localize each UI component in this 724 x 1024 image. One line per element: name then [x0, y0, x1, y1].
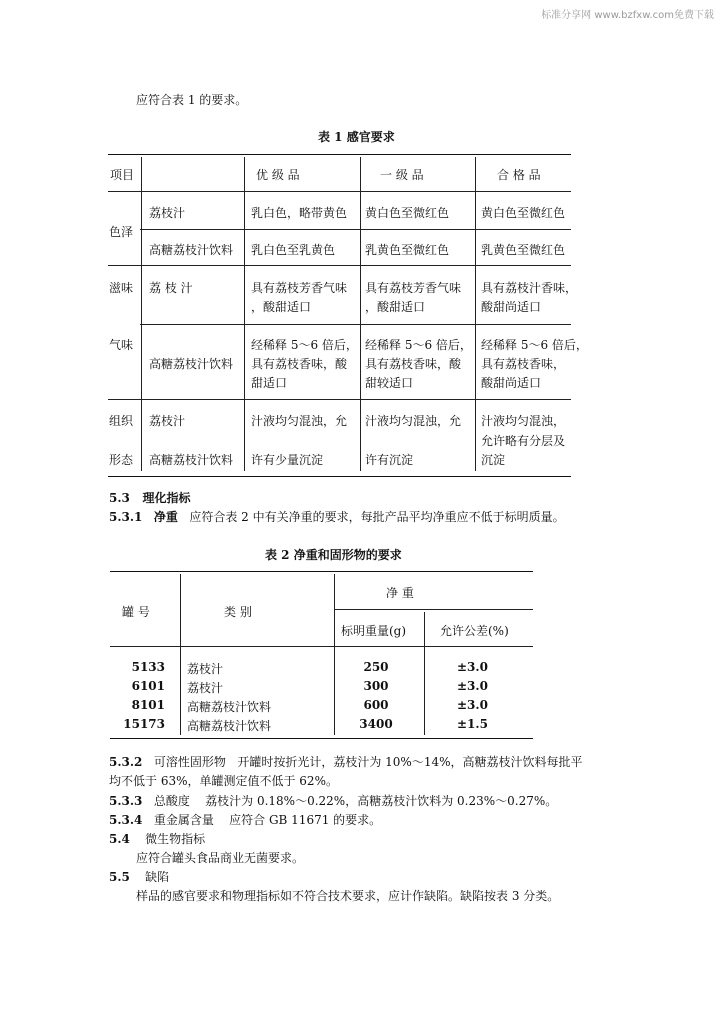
table1-col-divider: [360, 157, 361, 471]
table-cell: 酸甜尚适口: [481, 300, 542, 314]
section-text: 开罐时按折光计，荔枝汁为 10%～14%，高糖荔枝汁饮料每批平: [237, 755, 583, 769]
label-texture: 组织: [109, 414, 134, 428]
section-text: 均不低于 63%，单罐测定值不低于 62%。: [109, 774, 338, 788]
watermark: 标准分享网 www.bzfxw.com免费下载: [541, 10, 714, 21]
table1-top-rule: [108, 154, 571, 155]
table-cell: 乳白色至乳黄色: [251, 243, 336, 257]
section-5-3: [109, 489, 190, 506]
section-text: 应符合表 2 中有关净重的要求，每批产品平均净重应不低于标明质量。: [189, 510, 565, 524]
table1-header-premium: 优 级 品: [256, 168, 300, 182]
table-cell: 允许略有分层及: [481, 434, 566, 448]
section-title: 可溶性固形物: [153, 755, 226, 769]
table-cell: 甜较适口: [365, 376, 414, 390]
table1-rule: [140, 324, 571, 325]
section-number: 5.3.3: [109, 794, 143, 808]
table-cell: 乳白色，略带黄色: [251, 206, 348, 220]
table2-bottom-rule: [110, 738, 533, 739]
table-cell: 具有荔枝芳香气味: [251, 281, 348, 295]
table-cell: 经稀释 5～6 倍后，: [481, 338, 588, 352]
section-5-5: [109, 868, 169, 885]
table-cell: 许有少量沉淀: [251, 453, 324, 467]
table-cell: 乳黄色至微红色: [481, 243, 566, 257]
table1-col-divider: [475, 157, 476, 471]
table-cell: 具有荔枝汁香味，: [481, 281, 578, 295]
table-cell: 沉淀: [481, 453, 506, 467]
table2-header-category: 类 别: [224, 605, 252, 619]
section-title: 理化指标: [142, 491, 191, 505]
table-cell: ±3.0: [457, 660, 488, 674]
table-cell: 汁液均匀混浊，允: [251, 414, 348, 428]
section-5-3-2: [109, 753, 583, 770]
table-cell: 黄白色至微红色: [365, 206, 450, 220]
table-cell: 600: [363, 698, 389, 712]
table-cell: 高糖荔枝汁饮料: [149, 243, 234, 257]
table-cell: 甜适口: [251, 376, 288, 390]
table-cell: 荔 枝 汁: [149, 281, 193, 295]
table-cell: 汁液均匀混浊，: [481, 414, 566, 428]
table2-header-label-weight: 标明重量(g): [341, 624, 407, 638]
label-color: 色泽: [109, 225, 134, 239]
table2-header-tolerance: 允许公差(%): [440, 624, 509, 638]
table-cell: 3400: [359, 717, 393, 731]
section-text: 样品的感官要求和物理指标如不符合技术要求，应计作缺陷。缺陷按表 3 分类。: [136, 889, 560, 903]
table2-title: 表 2 净重和固形物的要求: [265, 548, 402, 562]
section-title: 微生物指标: [145, 832, 206, 846]
section-number: 5.3.1: [109, 510, 143, 524]
section-title: 重金属含量: [153, 813, 214, 827]
table-cell: 经稀释 5～6 倍后，: [365, 338, 472, 352]
table-cell: ±1.5: [457, 717, 488, 731]
table-cell: 酸甜尚适口: [481, 376, 542, 390]
table-cell: 荔枝汁: [187, 681, 224, 695]
table-cell: 荔枝汁: [149, 414, 186, 428]
table-cell: 具有荔枝香味，: [481, 357, 566, 371]
table-cell: 高糖荔枝汁饮料: [187, 700, 272, 714]
section-number: 5.3: [109, 491, 130, 505]
table-cell: 具有荔枝香味，酸: [251, 357, 348, 371]
table-cell: 高糖荔枝汁饮料: [149, 357, 234, 371]
table-cell: ±3.0: [457, 679, 488, 693]
table1-color-rule: [140, 229, 571, 230]
table-cell: 具有荔枝香味，酸: [365, 357, 462, 371]
intro-text: 应符合表 1 的要求。: [136, 93, 248, 107]
table1-col-divider: [141, 157, 142, 471]
section-text: 荔枝汁为 0.18%～0.22%，高糖荔枝汁饮料为 0.23%～0.27%。: [205, 794, 558, 808]
table1-header-rule: [108, 191, 571, 192]
label-smell: 气味: [109, 338, 134, 352]
table-cell: 具有荔枝芳香气味: [365, 281, 462, 295]
section-title: 总酸度: [153, 794, 190, 808]
table-cell: 250: [363, 660, 389, 674]
table1-col-divider: [244, 157, 245, 471]
table-cell: ，酸甜适口: [365, 300, 426, 314]
table2-header-can: 罐 号: [122, 605, 150, 619]
table-cell: 经稀释 5～6 倍后，: [251, 338, 358, 352]
table1-rule: [108, 265, 571, 266]
table-cell: 15173: [123, 717, 165, 731]
section-number: 5.5: [109, 870, 130, 884]
table-cell: 6101: [131, 679, 165, 693]
table2-col-divider: [180, 574, 181, 735]
table-cell: 汁液均匀混浊，允: [365, 414, 462, 428]
table-cell: 高糖荔枝汁饮料: [149, 453, 234, 467]
table2-col-divider: [334, 574, 335, 735]
table2-col-divider: [424, 612, 425, 735]
table-cell: 高糖荔枝汁饮料: [187, 719, 272, 733]
table-cell: 乳黄色至微红色: [365, 243, 450, 257]
section-number: 5.3.4: [109, 813, 143, 827]
section-5-4: [109, 830, 205, 847]
table2-header-rule: [110, 646, 533, 647]
section-5-3-4: [109, 811, 381, 828]
table1-header-first: 一 级 品: [380, 168, 424, 182]
table-cell: 黄白色至微红色: [481, 206, 566, 220]
table-cell: 荔枝汁: [187, 662, 224, 676]
table-cell: 荔枝汁: [149, 206, 186, 220]
table-cell: 许有沉淀: [365, 453, 414, 467]
table-cell: ±3.0: [457, 698, 488, 712]
table1-rule: [108, 399, 571, 400]
table2-mid-rule: [335, 609, 533, 610]
section-number: 5.3.2: [109, 755, 143, 769]
section-text: 应符合 GB 11671 的要求。: [229, 813, 382, 827]
table1-header-qualified: 合 格 品: [497, 168, 541, 182]
section-title: 净重: [153, 510, 178, 524]
table1-title: 表 1 感官要求: [318, 130, 395, 144]
table1-header-item: 项目: [110, 168, 135, 182]
label-taste: 滋味: [109, 281, 134, 295]
label-form: 形态: [109, 453, 134, 467]
table-cell: 300: [363, 679, 389, 693]
section-text: 应符合罐头食品商业无菌要求。: [136, 851, 305, 865]
section-title: 缺陷: [145, 870, 170, 884]
table2-header-netweight: 净 重: [386, 586, 414, 600]
table-cell: ，酸甜适口: [251, 300, 312, 314]
section-number: 5.4: [109, 832, 130, 846]
table2-top-rule: [110, 571, 533, 572]
section-5-3-3: [109, 792, 557, 809]
section-5-3-1: [109, 508, 565, 525]
table-cell: 5133: [131, 660, 165, 674]
table-cell: 8101: [131, 698, 165, 712]
table1-bottom-rule: [108, 476, 571, 477]
